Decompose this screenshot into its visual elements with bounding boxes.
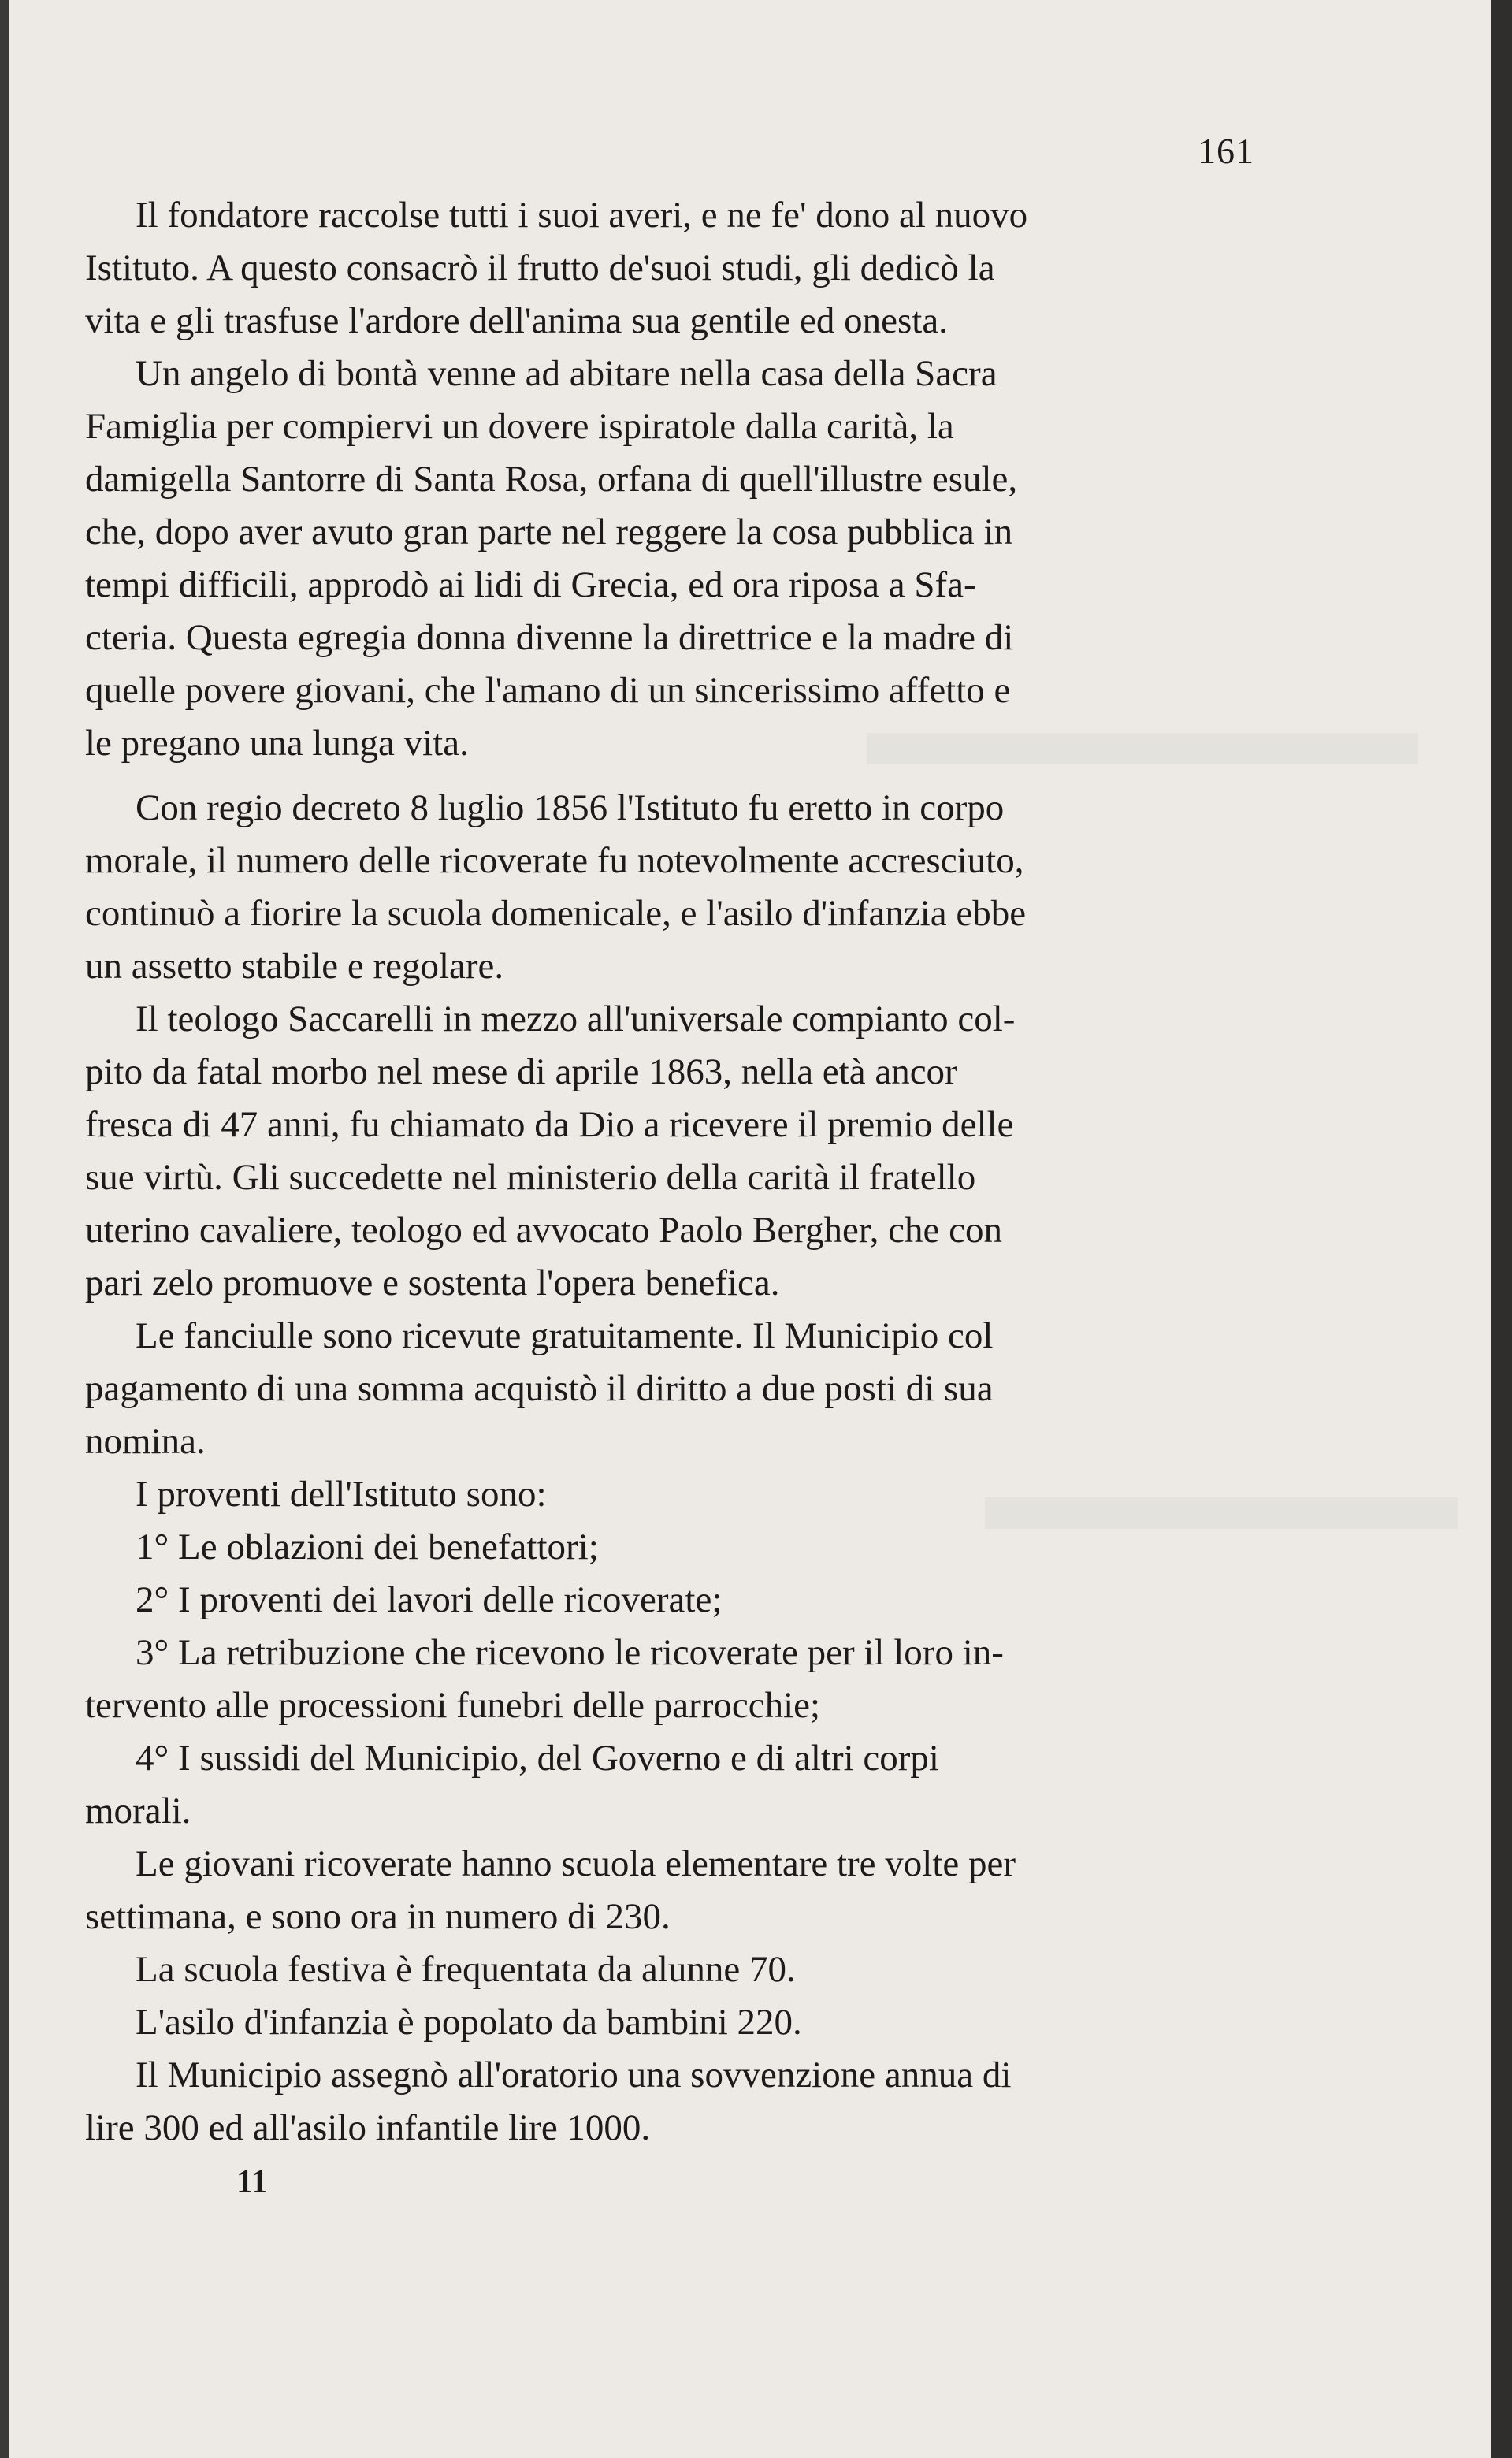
text-line: morali. [85, 1791, 191, 1831]
bleed-through-decoration [985, 1497, 1458, 1529]
text-line: vita e gli trasfuse l'ardore dell'anima sua gentile ed onesta. [85, 300, 948, 341]
text-line: Il Municipio assegnò all'oratorio una sovvenzione annua di [136, 2055, 1012, 2095]
text-line: 3° La retribuzione che ricevono le ricoverate per il loro in- [136, 1632, 1004, 1673]
text-line: quelle povere giovani, che l'amano di un sincerissimo affetto e [85, 670, 1011, 711]
scan-right-edge [1491, 0, 1512, 2458]
text-line: fresca di 47 anni, fu chiamato da Dio a ricevere il premio delle [85, 1104, 1014, 1145]
text-line: uterino cavaliere, teologo ed avvocato Paolo Bergher, che con [85, 1210, 1002, 1251]
text-line: che, dopo aver avuto gran parte nel reggere la cosa pubblica in [85, 511, 1013, 552]
text-line: sue virtù. Gli succedette nel ministerio della carità il fratello [85, 1157, 976, 1198]
text-line: I proventi dell'Istituto sono: [136, 1474, 547, 1515]
signature-mark: 11 [236, 2164, 268, 2200]
text-line: Con regio decreto 8 luglio 1856 l'Istituto fu eretto in corpo [136, 787, 1005, 828]
text-line: 4° I sussidi del Municipio, del Governo e di altri corpi [136, 1738, 939, 1779]
text-line: L'asilo d'infanzia è popolato da bambini 220. [136, 2002, 802, 2043]
text-line: Il fondatore raccolse tutti i suoi averi, e ne fe' dono al nuovo [136, 195, 1028, 236]
text-line: La scuola festiva è frequentata da alunne 70. [136, 1949, 796, 1990]
scan-left-edge [0, 0, 9, 2458]
text-line: Le fanciulle sono ricevute gratuitamente. Il Municipio col [136, 1315, 994, 1356]
text-line: damigella Santorre di Santa Rosa, orfana di quell'illustre esule, [85, 459, 1018, 500]
text-line: settimana, e sono ora in numero di 230. [85, 1896, 671, 1937]
page-number: 161 [1198, 131, 1254, 171]
bleed-through-decoration [867, 733, 1418, 764]
text-line: tempi difficili, approdò ai lidi di Grecia, ed ora riposa a Sfa- [85, 564, 976, 605]
text-line: le pregano una lunga vita. [85, 723, 469, 764]
text-line: Le giovani ricoverate hanno scuola elementare tre volte per [136, 1843, 1016, 1884]
text-line: Un angelo di bontà venne ad abitare nella casa della Sacra [136, 353, 997, 394]
text-line: pito da fatal morbo nel mese di aprile 1863, nella età ancor [85, 1051, 957, 1092]
text-line: lire 300 ed all'asilo infantile lire 1000. [85, 2107, 651, 2148]
text-line: cteria. Questa egregia donna divenne la direttrice e la madre di [85, 617, 1014, 658]
text-line: pari zelo promuove e sostenta l'opera benefica. [85, 1262, 780, 1303]
text-line: Il teologo Saccarelli in mezzo all'universale compianto col- [136, 998, 1016, 1039]
text-line: 1° Le oblazioni dei benefattori; [136, 1526, 599, 1567]
text-line: morale, il numero delle ricoverate fu notevolmente accresciuto, [85, 840, 1024, 881]
text-line: pagamento di una somma acquistò il diritto a due posti di sua [85, 1368, 994, 1409]
text-line: continuò a fiorire la scuola domenicale, e l'asilo d'infanzia ebbe [85, 893, 1027, 934]
text-line: Famiglia per compiervi un dovere ispiratole dalla carità, la [85, 406, 954, 447]
text-line: Istituto. A questo consacrò il frutto de'suoi studi, gli dedicò la [85, 247, 995, 288]
text-line: tervento alle processioni funebri delle parrocchie; [85, 1685, 821, 1726]
text-line: nomina. [85, 1421, 206, 1462]
text-line: 2° I proventi dei lavori delle ricoverate; [136, 1579, 723, 1620]
text-line: un assetto stabile e regolare. [85, 946, 504, 987]
